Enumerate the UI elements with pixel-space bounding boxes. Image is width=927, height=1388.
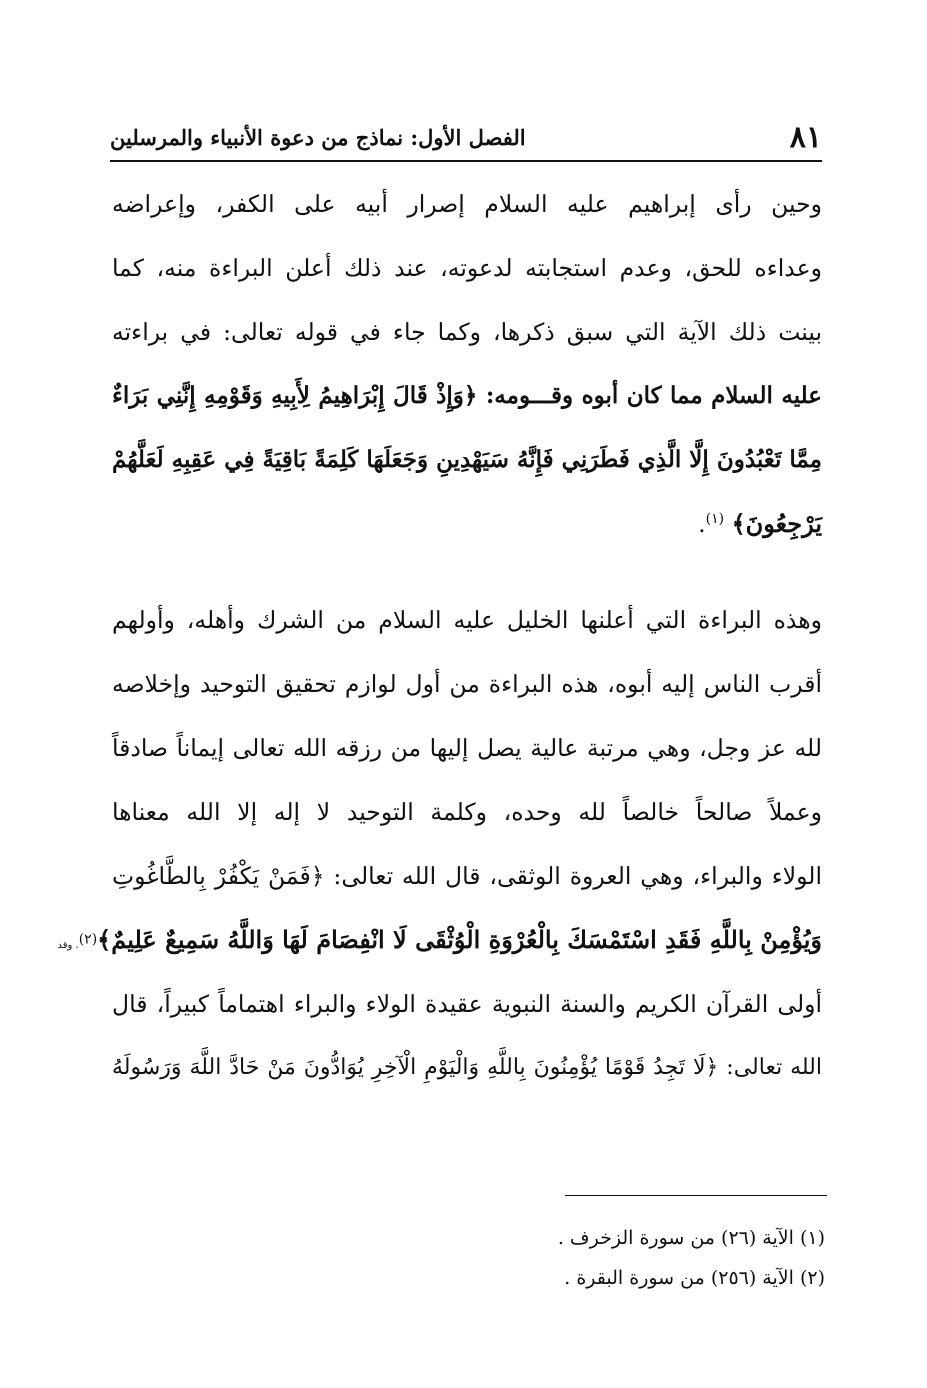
- text-continuation: . وقد: [57, 940, 79, 951]
- main-text: [57, 172, 822, 1100]
- footnote-2: (٢) الآية (٢٥٦) من سورة البقرة .: [564, 1267, 825, 1289]
- text-line: وعملاً صالحاً خالصاً لله وحده، وكلمة التوحيد لا إله إلا الله معناها: [112, 798, 822, 826]
- quran-verse-line: الله تعالى: ﴿لَا تَجِدُ قَوْمًا يُؤْمِنُونَ بِاللَّهِ وَالْيَوْمِ الْآخِرِ يُوَادُّونَ مَنْ حَادَّ اللَّهَ وَرَسُولَهُ: [112, 1055, 822, 1080]
- text-line: وحين رأى إبراهيم عليه السلام إصرار أبيه على الكفر، وإعراضه: [112, 190, 822, 218]
- footnote-ref: (٢): [78, 931, 98, 948]
- quran-verse-line: عليه السلام مما كان أبوه وقـــومه: ﴿وَإِذْ قَالَ إِبْرَاهِيمُ لِأَبِيهِ وَقَوْمِهِ إِنَّنِي بَرَاءٌ: [112, 382, 822, 409]
- page-number: ٨١: [789, 120, 822, 155]
- quran-verse-end-line: [112, 492, 822, 556]
- page-header: [110, 118, 822, 158]
- chapter-title: الفصل الأول: نماذج من دعوة الأنبياء والمرسلين: [110, 125, 526, 150]
- text-line: لله عز وجل، وهي مرتبة عالية يصل إليها من رزقه الله تعالى إيماناً صادقاً: [112, 734, 822, 762]
- text-line: الولاء والبراء، وهي العروة الوثقى، قال الله تعالى: ﴿فَمَنْ يَكْفُرْ بِالطَّاغُوتِ: [112, 862, 822, 890]
- text-line: أولى القرآن الكريم والسنة النبوية عقيدة الولاء والبراء اهتماماً كبيراً، قال: [112, 990, 822, 1018]
- footnote-1: (١) الآية (٢٦) من سورة الزخرف .: [557, 1227, 825, 1249]
- text-line: أقرب الناس إليه أبوه، هذه البراءة من أول لوازم تحقيق التوحيد وإخلاصه: [112, 670, 822, 698]
- quran-verse-text: وَيُؤْمِنْ بِاللَّهِ فَقَدِ اسْتَمْسَكَ بِالْعُرْوَةِ الْوُثْقَى لَا انْفِصَامَ لَهَا وَاللَّهُ سَمِيعٌ عَلِيمٌ﴾: [97, 925, 822, 954]
- quran-verse-line: مِمَّا تَعْبُدُونَ إِلَّا الَّذِي فَطَرَنِي فَإِنَّهُ سَيَهْدِينِ وَجَعَلَهَا كَلِمَةً بَاقِيَةً فِي عَقِبِهِ لَعَلَّهُمْ: [112, 446, 822, 473]
- header-rule: [110, 160, 822, 162]
- full-stop: .: [698, 510, 706, 538]
- footnotes: [400, 1218, 825, 1298]
- quran-verse-text: يَرْجِعُونَ﴾: [731, 509, 822, 538]
- quran-verse-line: [57, 908, 822, 972]
- text-line: وهذه البراءة التي أعلنها الخليل عليه السلام من الشرك وأهله، وأولهم: [112, 606, 822, 634]
- footnote-ref: (١): [705, 511, 725, 528]
- text-line: بينت ذلك الآية التي سبق ذكرها، وكما جاء في قوله تعالى: في براءته: [112, 318, 822, 346]
- text-line: وعداءه للحق، وعدم استجابته لدعوته، عند ذلك أعلن البراءة منه، كما: [112, 254, 822, 282]
- footnote-separator: [565, 1195, 827, 1196]
